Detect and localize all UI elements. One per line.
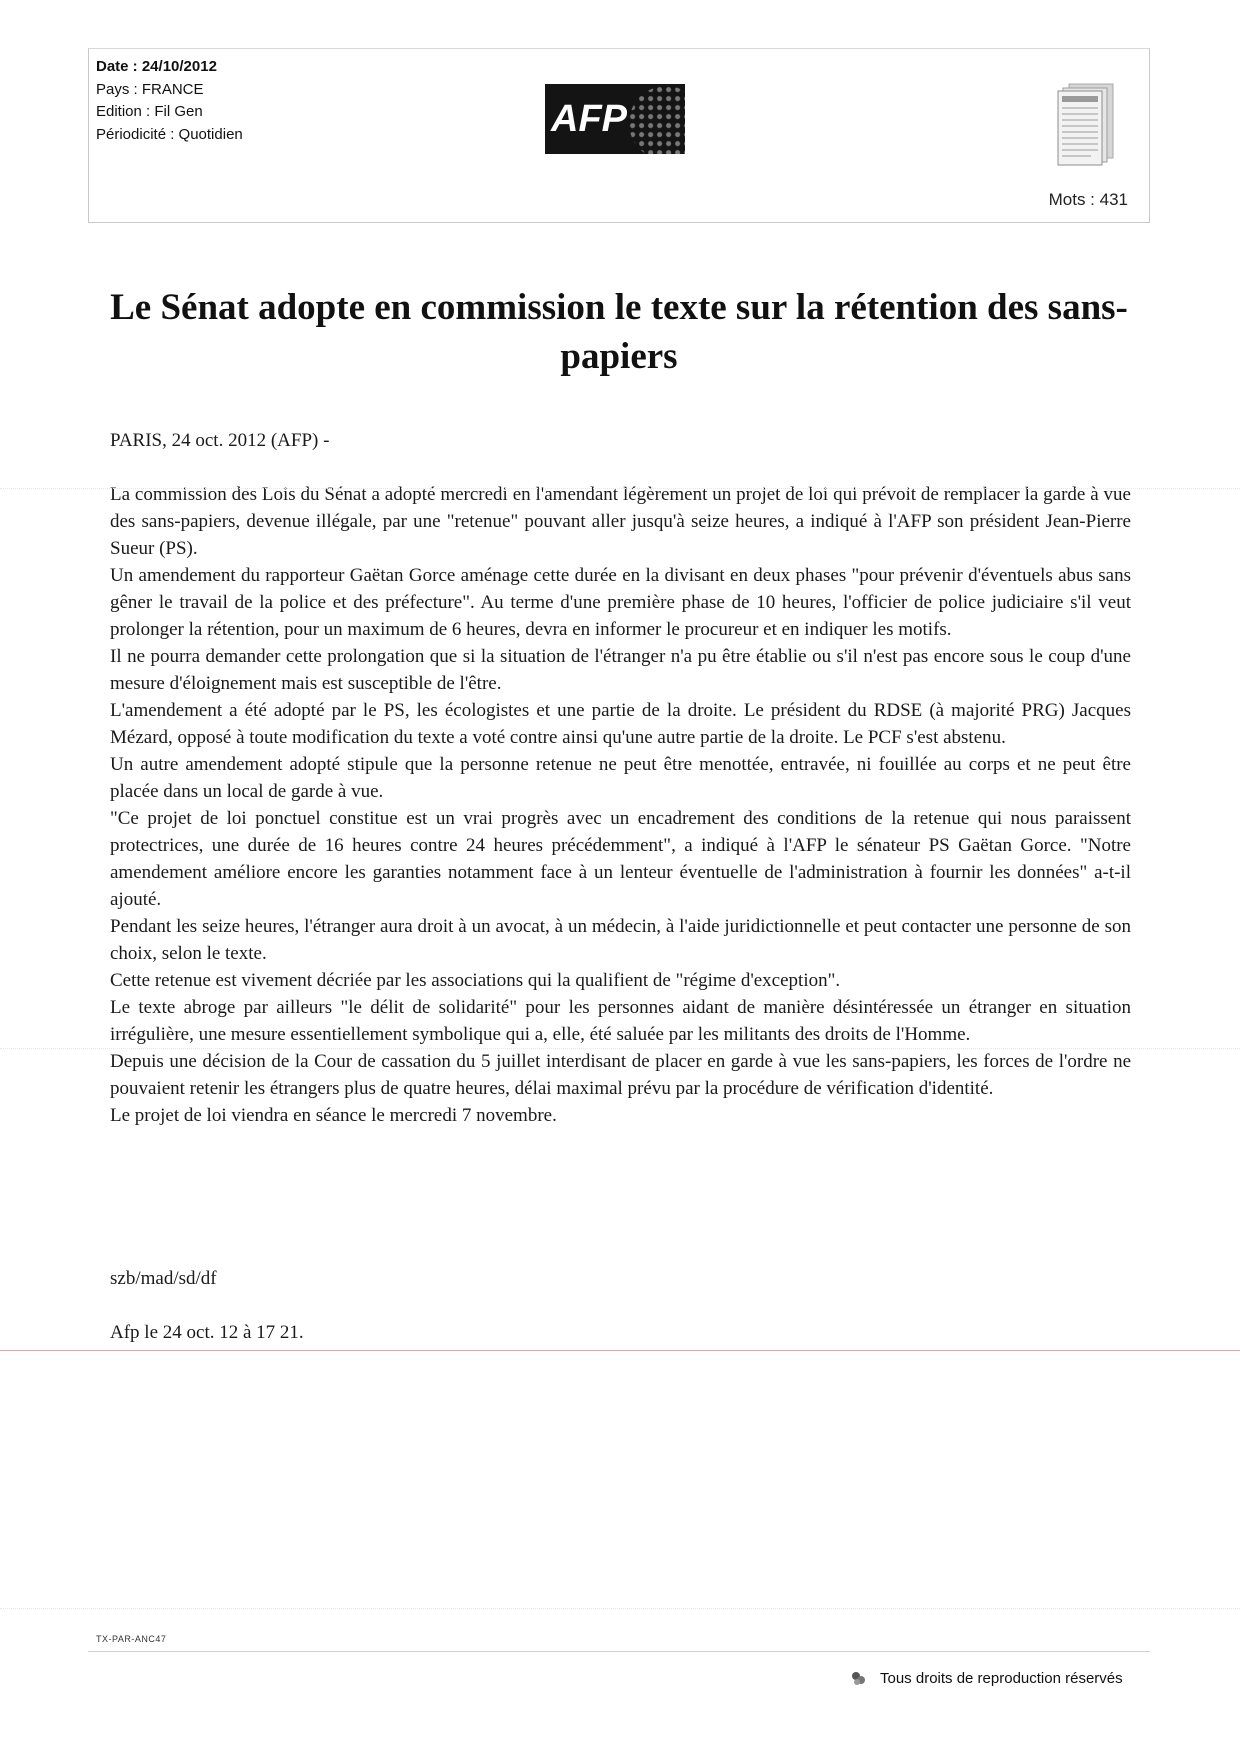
article-title: Le Sénat adopte en commission le texte sur la rétention des sans-papiers bbox=[110, 287, 1128, 377]
paragraph: Un autre amendement adopté stipule que la personne retenue ne peut être menottée, entravée, ni fouillée au corps et ne peut être placée dans un local de garde à vue. bbox=[110, 754, 1131, 802]
paragraph: La commission des Lois du Sénat a adopté mercredi en l'amendant légèrement un projet de loi qui prévoit de remplacer la garde à vue des sans-papiers, devenue illégale, par une "retenue" pouvant aller jusqu'à seize heures, a indiqué à l'AFP son président Jean-Pierre Sueur (PS). bbox=[110, 484, 1131, 559]
document-code: TX-PAR-ANC47 bbox=[96, 1634, 167, 1644]
paragraph: Le texte abroge par ailleurs "le délit de solidarité" pour les personnes aidant de manière désintéressée un étranger en situation irrégulière, une mesure essentiellement symbolique qui a, elle, été saluée par les militants des droits de l'Homme. bbox=[110, 997, 1131, 1045]
scan-artifact-line bbox=[0, 1048, 1240, 1049]
paragraph: Un amendement du rapporteur Gaëtan Gorce aménage cette durée en la divisant en deux phases "pour prévenir d'éventuels abus sans gêner le travail de la police et des préfecture". Au terme d'une première phase de 10 heures, l'officier de police judiciaire s'il veut prolonger la rétention, pour un maximum de 6 heures, devra en informer le procureur et en indiquer les motifs. bbox=[110, 565, 1131, 640]
press-clipping-icon bbox=[1055, 82, 1117, 166]
globe-icon bbox=[629, 86, 685, 154]
afp-logo bbox=[545, 84, 685, 154]
paragraph: "Ce projet de loi ponctuel constitue est un vrai progrès avec un encadrement des conditions de la retenue qui nous paraissent protectrices, une durée de 16 heures contre 24 heures précédemment", a indiqué à l'AFP le sénateur PS Gaëtan Gorce. "Notre amendement améliore encore les garanties notamment face à un lenteur éventuelle de l'administration à fournir les données" a-t-il ajouté. bbox=[110, 808, 1131, 910]
brand-mark-icon bbox=[850, 1671, 868, 1687]
author-signature: szb/mad/sd/df bbox=[110, 1268, 217, 1289]
date-label: Date : 24/10/2012 bbox=[96, 58, 217, 75]
paragraph: Il ne pourra demander cette prolongation que si la situation de l'étranger n'a pu être établie ou s'il n'est pas encore sous le coup d'une mesure d'éloignement mais est susceptible de l'être. bbox=[110, 646, 1131, 694]
article-body bbox=[110, 481, 1131, 1129]
scan-artifact-line bbox=[0, 1608, 1240, 1609]
periodicity-label: Périodicité : Quotidien bbox=[96, 125, 243, 143]
logo-text: AFP bbox=[551, 98, 627, 140]
dateline: PARIS, 24 oct. 2012 (AFP) - bbox=[110, 430, 330, 451]
paragraph: Le projet de loi viendra en séance le mercredi 7 novembre. bbox=[110, 1105, 557, 1126]
paragraph: Depuis une décision de la Cour de cassation du 5 juillet interdisant de placer en garde à vue les sans-papiers, les forces de l'ordre ne pouvaient retenir les étrangers plus de quatre heures, délai maximal prévu par la procédure de vérification d'identité. bbox=[110, 1051, 1131, 1099]
copyright-notice bbox=[850, 1670, 1123, 1687]
paragraph: Cette retenue est vivement décriée par les associations qui la qualifient de "régime d'exception". bbox=[110, 970, 841, 991]
country-label: Pays : FRANCE bbox=[96, 80, 204, 98]
word-count: Mots : 431 bbox=[1048, 190, 1128, 209]
scan-artifact-line bbox=[0, 488, 1240, 489]
paragraph: L'amendement a été adopté par le PS, les écologistes et une partie de la droite. Le président du RDSE (à majorité PRG) Jacques Mézard, opposé à toute modification du texte a voté contre ainsi qu'une autre partie de la droite. Le PCF s'est abstenu. bbox=[110, 700, 1131, 748]
paragraph: Pendant les seize heures, l'étranger aura droit à un avocat, à un médecin, à l'aide juridictionnelle et peut contacter une personne de son choix, selon le texte. bbox=[110, 916, 1131, 964]
separator-line bbox=[0, 1350, 1240, 1351]
footer-divider bbox=[88, 1651, 1150, 1652]
afp-timestamp: Afp le 24 oct. 12 à 17 21. bbox=[110, 1322, 304, 1343]
rights-text: Tous droits de reproduction réservés bbox=[880, 1670, 1123, 1687]
edition-label: Edition : Fil Gen bbox=[96, 103, 203, 120]
header-metadata bbox=[96, 56, 243, 146]
